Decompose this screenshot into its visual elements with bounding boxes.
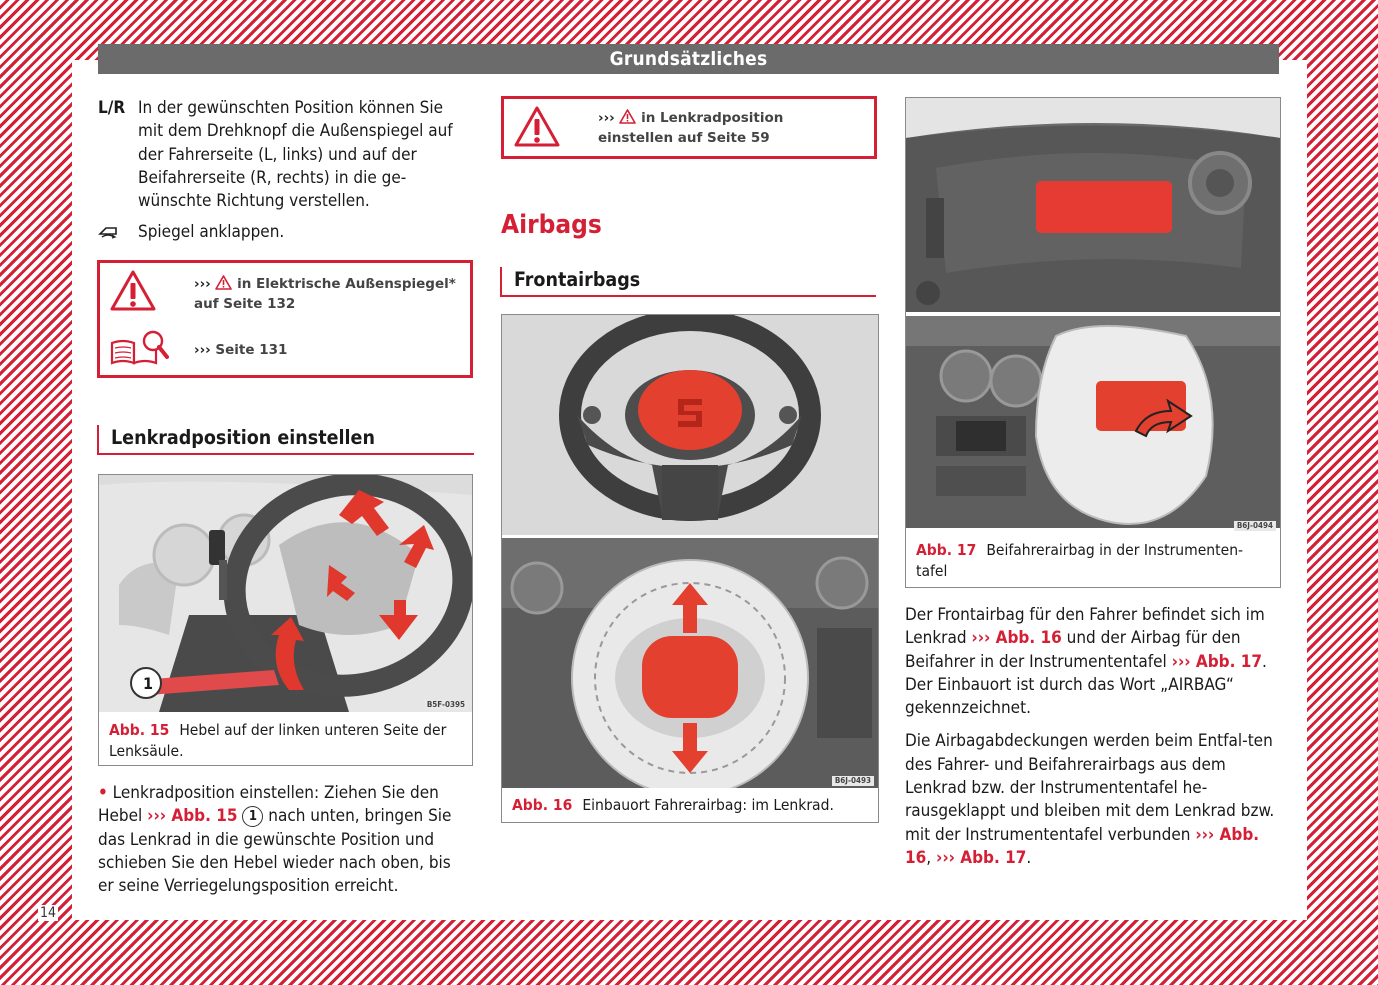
para1-text-c: . Der Einbauort ist durch das Wort „AIRBAG“ gekennzeichnet.: [905, 651, 1267, 719]
lr-text: In der gewünschten Position können Sie mit dem Drehknopf die Außenspiegel auf der Fahrerseite (L, links) und auf der Beifahrerseite (R, rechts) in die ge-wünschte Richtung verstellen.: [138, 98, 453, 212]
passenger-airbag-dashboard-illustration: [906, 98, 1280, 312]
ref-2-text: Seite 131: [215, 342, 288, 358]
step-text-a: Lenkradposition einstellen: Ziehen Sie den Hebel: [98, 783, 439, 827]
step-lenkrad: [98, 782, 470, 898]
ref-arrows: ›››: [598, 110, 615, 126]
warning-ref-1[interactable]: [194, 274, 459, 314]
para1-text-a: Der Frontairbag für den Fahrer befindet sich im Lenkrad: [905, 605, 1265, 649]
section-title-frontairbags: Frontairbags: [500, 267, 876, 297]
book-magnifier-icon: [109, 329, 171, 371]
left-warning-box: [97, 260, 473, 378]
figure-16: [501, 314, 879, 823]
ref-1-text: in Elektrische Außenspiegel* auf Seite 132: [194, 276, 456, 312]
warning-triangle-icon: [109, 269, 157, 317]
para2-text-a: Die Airbagabdeckungen werden beim Entfal-ten des Fahrer- und Beifahrerairbags aus dem Lenkrad bzw. der Instrumententafel he-rausgeklappt und bleiben mit dem Lenkrad bzw. mit der Instrumententafel verbunden: [905, 731, 1275, 845]
warning-ref-lenkrad[interactable]: [598, 108, 863, 148]
steering-wheel-illustration: [502, 315, 878, 535]
lr-entry: [98, 97, 473, 245]
frontairbag-body: [905, 604, 1279, 870]
page-number: 14: [40, 905, 57, 921]
driver-airbag-deployed-illustration: [502, 538, 878, 788]
figure-16-caption-text: Einbauort Fahrerairbag: im Lenkrad.: [582, 796, 834, 814]
section-title-lenkrad: Lenkradposition einstellen: [97, 425, 474, 455]
fold-text: Spiegel anklappen.: [138, 222, 285, 243]
page-header: Grundsätzliches: [98, 44, 1279, 74]
para2-ref-abb16[interactable]: ››› Abb. 16: [905, 824, 1260, 868]
figure-17: [905, 97, 1281, 588]
mirror-fold-icon: [98, 224, 120, 247]
figure-15-callout: 1: [142, 674, 153, 693]
figure-15-code: B5F-0395: [424, 700, 468, 710]
step-ref-link[interactable]: ››› Abb. 15: [147, 806, 238, 827]
step-bullet: •: [98, 783, 108, 803]
warning-ref-2[interactable]: [194, 340, 459, 360]
ref-arrows: ›››: [194, 342, 211, 358]
main-title-airbags: Airbags: [501, 210, 602, 240]
figure-15-caption-text: Hebel auf der linken unteren Seite der Lenksäule.: [109, 721, 447, 760]
small-warning-icon: [215, 276, 232, 292]
figure-17-caption-text: Beifahrerairbag in der Instrumenten-tafel: [916, 541, 1244, 580]
figure-16-caption: [502, 789, 878, 822]
para2-ref-abb17[interactable]: ››› Abb. 17: [936, 847, 1027, 868]
lr-label: L/R: [98, 98, 126, 118]
small-warning-icon: [619, 110, 636, 126]
para1-text-b: und der Airbag für den Beifahrer in der Instrumententafel: [905, 628, 1241, 672]
ref-lenkrad-text: in Lenkradposition einstellen auf Seite 59: [598, 110, 784, 146]
figure-15-caption: [99, 714, 472, 768]
figure-17-label: Abb. 17: [916, 541, 977, 559]
para2-separator: ,: [926, 847, 932, 868]
ref-arrows: ›››: [194, 276, 211, 292]
para1-ref-abb17[interactable]: ››› Abb. 17: [1171, 651, 1263, 672]
passenger-airbag-deployed-illustration: [906, 316, 1280, 528]
para1-ref-abb16[interactable]: ››› Abb. 16: [971, 628, 1062, 649]
figure-15-label: Abb. 15: [109, 721, 170, 739]
figure-16-code: B6J-0493: [832, 776, 874, 786]
figure-17-caption: [906, 534, 1278, 588]
paragraph-1: [905, 604, 1279, 720]
paragraph-2: [905, 730, 1279, 870]
figure-16-label: Abb. 16: [512, 796, 573, 814]
middle-warning-box: [501, 96, 877, 159]
figure-15: [98, 474, 473, 766]
para2-end: .: [1026, 847, 1032, 868]
step-text-b: nach unten, bringen Sie das Lenkrad in die gewünschte Position und schieben Sie den Hebel wieder nach oben, bis er seine Verriegelungsposition erreicht.: [98, 806, 452, 897]
figure-17-code: B6J-0494: [1234, 521, 1276, 531]
step-callout: 1: [242, 806, 263, 827]
warning-triangle-icon: [513, 105, 561, 153]
